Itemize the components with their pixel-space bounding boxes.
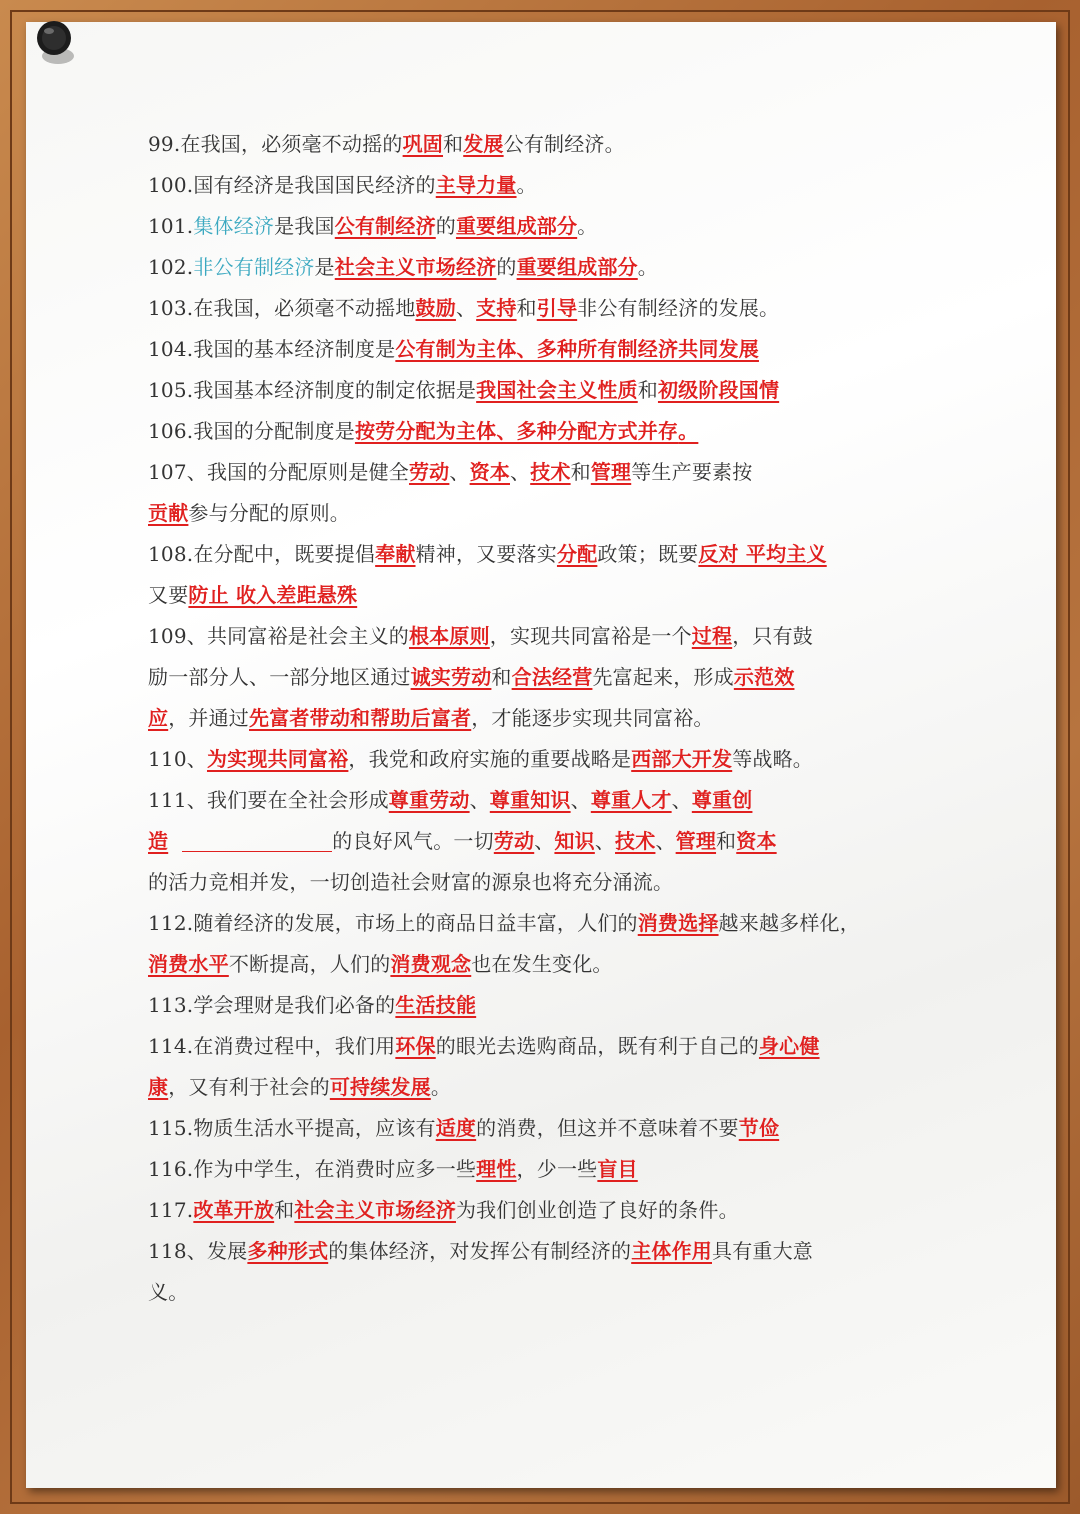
answer: 防止 收入差距悬殊 [188,583,358,607]
answer: 适度 [435,1116,477,1140]
item-118: 118、发展多种形式的集体经济，对发挥公有制经济的主体作用具有重大意 [148,1239,813,1263]
item-105: 105.我国基本经济制度的制定依据是我国社会主义性质和初级阶段国情 [148,378,780,402]
answer: 初级阶段国情 [657,378,780,402]
answer: 我国社会主义性质 [476,378,638,402]
answer: 重要组成部分 [455,214,578,238]
item-114: 114.在消费过程中，我们用环保的眼光去选购商品，既有利于自己的身心健 [148,1034,820,1058]
answer: 知识 [554,829,595,853]
item-109: 109、共同富裕是社会主义的根本原则，实现共同富裕是一个过程，只有鼓 [148,624,814,648]
answer: 西部大开发 [631,747,733,771]
item-110: 110、为实现共同富裕，我党和政府实施的重要战略是西部大开发等战略。 [148,747,814,771]
pushpin-icon [32,14,78,68]
answer: 支持 [476,296,517,320]
item-111-cont2: 的活力竞相并发，一切创造社会财富的源泉也将充分涌流。 [148,870,674,894]
answer: 发展 [463,132,504,156]
item-104: 104.我国的基本经济制度是公有制为主体、多种所有制经济共同发展 [148,337,759,361]
answer: 引导 [536,296,578,320]
answer: 可持续发展 [329,1075,431,1099]
item-106: 106.我国的分配制度是按劳分配为主体、多种分配方式并存。 [148,419,699,443]
answer: 尊重人才 [590,788,672,812]
item-116: 116.作为中学生，在消费时应多一些理性，少一些盲目 [148,1157,638,1181]
answer: 根本原则 [408,624,490,648]
answer: 社会主义市场经济 [294,1198,456,1222]
answer: 社会主义市场经济 [334,255,497,279]
answer: 重要组成部分 [516,255,638,279]
answer: 按劳分配为主体、多种分配方式并存 [354,419,679,443]
answer: 尊重劳动 [388,788,470,812]
answer: 技术 [615,829,656,853]
item-99: 99.在我国，必须毫不动摇的巩固和发展公有制经济。 [148,132,625,156]
item-107-cont: 贡献参与分配的原则。 [148,501,351,525]
answer: 公有制经济 [334,214,436,238]
item-108-cont: 又要防止 收入差距悬殊 [148,583,358,607]
answer: 为实现共同富裕 [206,747,349,771]
answer: 改革开放 [193,1198,275,1222]
answer: 诚实劳动 [410,665,492,689]
item-115: 115.物质生活水平提高，应该有适度的消费，但这并不意味着不要节俭 [148,1116,780,1140]
answer: 劳动 [493,829,535,853]
answer: 环保 [395,1034,436,1058]
question-list [148,124,908,1313]
answer: 多种形式 [247,1239,329,1263]
answer: 节俭 [738,1116,780,1140]
item-102: 102.非公有制经济是社会主义市场经济的重要组成部分。 [148,255,658,279]
answer: 尊重创 [691,788,753,812]
answer: 造 [148,829,169,853]
answer: 盲目 [597,1157,638,1181]
blank-line [182,831,332,852]
item-111-cont: 造 的良好风气。一切劳动、知识、技术、管理和资本 [148,829,777,853]
answer: 技术 [530,460,571,484]
highlight-term: 非公有制经济 [193,255,315,279]
item-113: 113.学会理财是我们必备的生活技能 [148,993,477,1017]
answer: 管理 [675,829,717,853]
answer: 分配 [556,542,598,566]
answer: 资本 [469,460,510,484]
answer: 合法经营 [511,665,593,689]
item-103: 103.在我国，必须毫不动摇地鼓励、支持和引导非公有制经济的发展。 [148,296,780,320]
answer: 资本 [736,829,777,853]
answer: 理性 [476,1157,517,1181]
answer: 管理 [590,460,632,484]
answer: 应 [148,706,169,730]
item-112-cont: 消费水平不断提高，人们的消费观念也在发生变化。 [148,952,613,976]
answer: 先富者带动和帮助后富者 [249,706,472,730]
item-112: 112.随着经济的发展，市场上的商品日益丰富，人们的消费选择越来越多样化， [148,911,860,935]
item-109-cont: 励一部分人、一部分地区通过诚实劳动和合法经营先富起来，形成示范效 [148,665,795,689]
answer: 消费水平 [148,952,229,976]
item-109-cont2: 应，并通过先富者带动和帮助后富者，才能逐步实现共同富裕。 [148,706,714,730]
answer: 劳动 [408,460,450,484]
item-107: 107、我国的分配原则是健全劳动、资本、技术和管理等生产要素按 [148,460,753,484]
answer: 主体作用 [631,1239,712,1263]
answer: 消费选择 [637,911,719,935]
item-101: 101.集体经济是我国公有制经济的重要组成部分。 [148,214,598,238]
highlight-term: 集体经济 [193,214,275,238]
answer: 示范效 [733,665,795,689]
answer: 奉献 [375,542,416,566]
item-100: 100.国有经济是我国国民经济的主导力量。 [148,173,537,197]
item-117: 117.改革开放和社会主义市场经济为我们创业创造了良好的条件。 [148,1198,739,1222]
answer: 鼓励 [415,296,456,320]
answer: 主导力量 [435,173,517,197]
answer: 尊重知识 [489,788,571,812]
answer: 康 [148,1075,169,1099]
answer: 反对 平均主义 [698,542,827,566]
item-114-cont: 康，又有利于社会的可持续发展。 [148,1075,452,1099]
item-108: 108.在分配中，既要提倡奉献精神，又要落实分配政策；既要反对 平均主义 [148,542,827,566]
item-111: 111、我们要在全社会形成尊重劳动、尊重知识、尊重人才、尊重创 [148,788,753,812]
answer: 贡献 [148,501,189,525]
answer: 生活技能 [395,993,477,1017]
answer: 巩固 [402,132,444,156]
answer: 身心健 [758,1034,820,1058]
item-118-cont: 义。 [148,1280,189,1304]
answer: 过程 [691,624,733,648]
answer: 消费观念 [390,952,472,976]
answer: 公有制为主体、多种所有制经济共同发展 [395,337,759,361]
